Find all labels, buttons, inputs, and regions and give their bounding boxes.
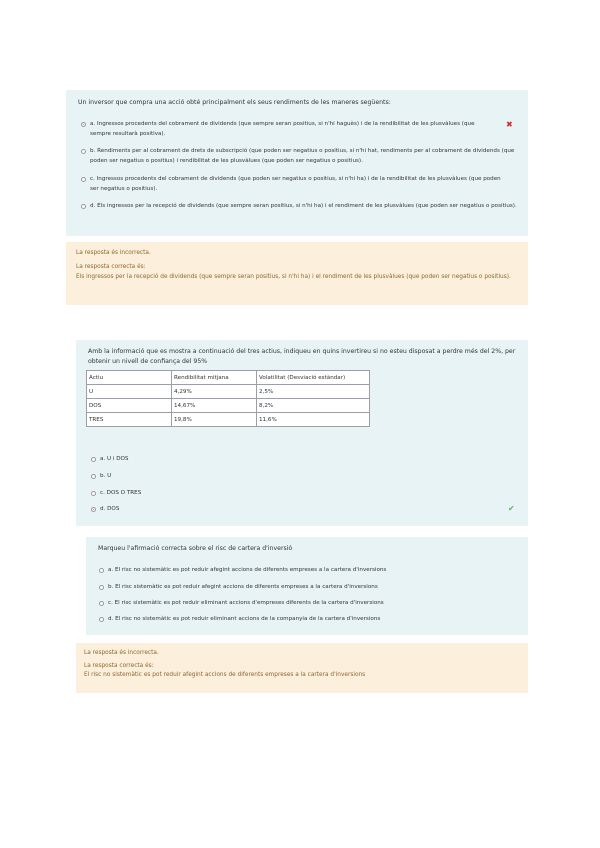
table-cell: DOS <box>87 399 172 413</box>
q2-option-d-letter: d. <box>100 506 106 512</box>
q3-option-d-text: El risc no sistemàtic es pot reduir eliminant accions de la companyia de la cartera d'inversions <box>115 616 381 622</box>
q2-option-d[interactable] <box>100 505 300 515</box>
q3-option-a-letter: a. <box>108 567 114 573</box>
q2-option-b-letter: b. <box>100 473 106 479</box>
table-cell: 19,8% <box>172 413 257 427</box>
assets-table <box>86 370 370 427</box>
q2-option-a-radio[interactable] <box>91 457 96 462</box>
table-row <box>87 385 370 399</box>
q3-option-b-letter: b. <box>108 584 114 590</box>
feedback-1-label: La resposta correcta és: <box>76 264 146 270</box>
correct-mark-icon: ✔ <box>508 504 515 513</box>
q2-option-a[interactable] <box>100 455 300 465</box>
assets-table-header: Rendibilitat mitjana <box>172 371 257 385</box>
q3-option-d[interactable] <box>108 615 523 625</box>
q2-option-c-letter: c. <box>100 490 105 496</box>
q2-option-a-letter: a. <box>100 456 106 462</box>
feedback-1-box <box>66 242 528 305</box>
q2-option-b-radio[interactable] <box>91 474 96 479</box>
q1-option-d-radio[interactable] <box>81 204 86 209</box>
assets-table-header-row <box>87 371 370 385</box>
q2-option-d-radio[interactable] <box>91 507 96 512</box>
q1-option-b-text: Rendiments per al cobrament de drets de subscripció (que poden ser negatius o positius, si n'hi hat, rendiments per al cobrament de dividends (que poden ser negatius o positius) i rendibilitat de les plusvàlues (que poden ser negatius o positius). <box>90 148 515 164</box>
q3-option-c[interactable] <box>108 599 523 609</box>
table-cell: 8,2% <box>257 399 370 413</box>
q3-option-b-radio[interactable] <box>99 585 104 590</box>
table-cell: TRES <box>87 413 172 427</box>
table-row <box>87 399 370 413</box>
question-1-box <box>66 90 528 236</box>
q1-option-a-letter: a. <box>90 121 96 127</box>
q1-option-c[interactable] <box>90 175 510 194</box>
table-row <box>87 413 370 427</box>
q3-option-b[interactable] <box>108 583 523 593</box>
q1-option-c-text: Ingressos procedents del cobrament de dividends (que poden ser negatius o positius, si n'hi ha) i de la rendibilitat de les plusvàlues (que poden ser negatius o positius). <box>90 176 501 192</box>
q2-option-c[interactable] <box>100 489 300 499</box>
q1-option-d[interactable] <box>90 202 520 212</box>
feedback-3-box <box>76 643 528 693</box>
q3-option-b-text: El risc sistemàtic es pot reduir afegint accions de diferents empreses a la cartera d'inversions <box>115 584 378 590</box>
q1-option-c-letter: c. <box>90 176 95 182</box>
feedback-1-status: La resposta és incorrecta. <box>76 250 151 256</box>
q2-option-b[interactable] <box>100 472 300 482</box>
q2-option-a-text: U i DOS <box>107 456 129 462</box>
q3-option-c-letter: c. <box>108 600 113 606</box>
q1-option-b-letter: b. <box>90 148 96 154</box>
q1-option-d-letter: d. <box>90 203 96 209</box>
q1-option-a[interactable] <box>90 120 490 139</box>
q3-option-a[interactable] <box>108 566 523 576</box>
feedback-1-answer: Els ingressos per la recepció de dividends (que sempre seran positius, si n'hi ha) i el rendiment de les plusvàlues (que poden ser negatius o positius). <box>76 274 511 280</box>
q1-option-d-text: Els ingressos per la recepció de dividends (que sempre seran positius, si n'hi ha) i el rendiment de les plusvàlues (que poden ser negatius o positius). <box>97 203 517 209</box>
table-cell: 2,5% <box>257 385 370 399</box>
q2-option-c-radio[interactable] <box>91 491 96 496</box>
q2-option-b-text: U <box>107 473 112 479</box>
q3-option-d-letter: d. <box>108 616 114 622</box>
feedback-3-label: La resposta correcta és: <box>84 663 154 669</box>
assets-table-header: Volatilitat (Desviació estàndar) <box>257 371 370 385</box>
q1-option-c-radio[interactable] <box>81 177 86 182</box>
q1-option-a-radio[interactable] <box>81 122 86 127</box>
assets-table-header: Actiu <box>87 371 172 385</box>
table-cell: 4,29% <box>172 385 257 399</box>
q3-option-c-text: El risc sistemàtic es pot reduir eliminant accions d'empreses diferents de la cartera d'inversions <box>114 600 384 606</box>
table-cell: 14,67% <box>172 399 257 413</box>
table-cell: 11,6% <box>257 413 370 427</box>
q3-option-a-text: El risc no sistemàtic es pot reduir afegint accions de diferents empreses a la cartera d'inversions <box>115 567 387 573</box>
question-3-box <box>86 537 528 635</box>
question-1-prompt: Un inversor que compra una acció obté principalment els seus rendiments de les maneres següents: <box>78 99 391 106</box>
feedback-3-answer: El risc no sistemàtic es pot reduir afegint accions de diferents empreses a la cartera d'inversions <box>84 672 366 678</box>
feedback-3-status: La resposta és incorrecta. <box>84 650 159 656</box>
q1-option-a-text: Ingressos procedents del cobrament de dividends (que sempre seran positius, si n'hi haguès) i de la rendibilitat de les plusvàlues (que sempre resultarà positiva). <box>90 121 475 137</box>
q1-option-b[interactable] <box>90 147 520 166</box>
q3-option-c-radio[interactable] <box>99 601 104 606</box>
q1-option-b-radio[interactable] <box>81 149 86 154</box>
q3-option-d-radio[interactable] <box>99 617 104 622</box>
question-2-prompt: Amb la informació que es mostra a continuació del tres actius, indiqueu en quins invertireu si no esteu disposat a perdre més del 2%, per obtenir un nivell de confiança del 95% <box>88 348 516 365</box>
question-2-box <box>76 340 528 526</box>
question-3-prompt: Marqueu l'afirmació correcta sobre el risc de cartera d'inversió <box>98 545 293 552</box>
q2-option-c-text: DOS O TRES <box>106 490 142 496</box>
table-cell: U <box>87 385 172 399</box>
incorrect-mark-icon: ✖ <box>506 120 513 129</box>
q2-option-d-text: DOS <box>107 506 120 512</box>
q3-option-a-radio[interactable] <box>99 568 104 573</box>
